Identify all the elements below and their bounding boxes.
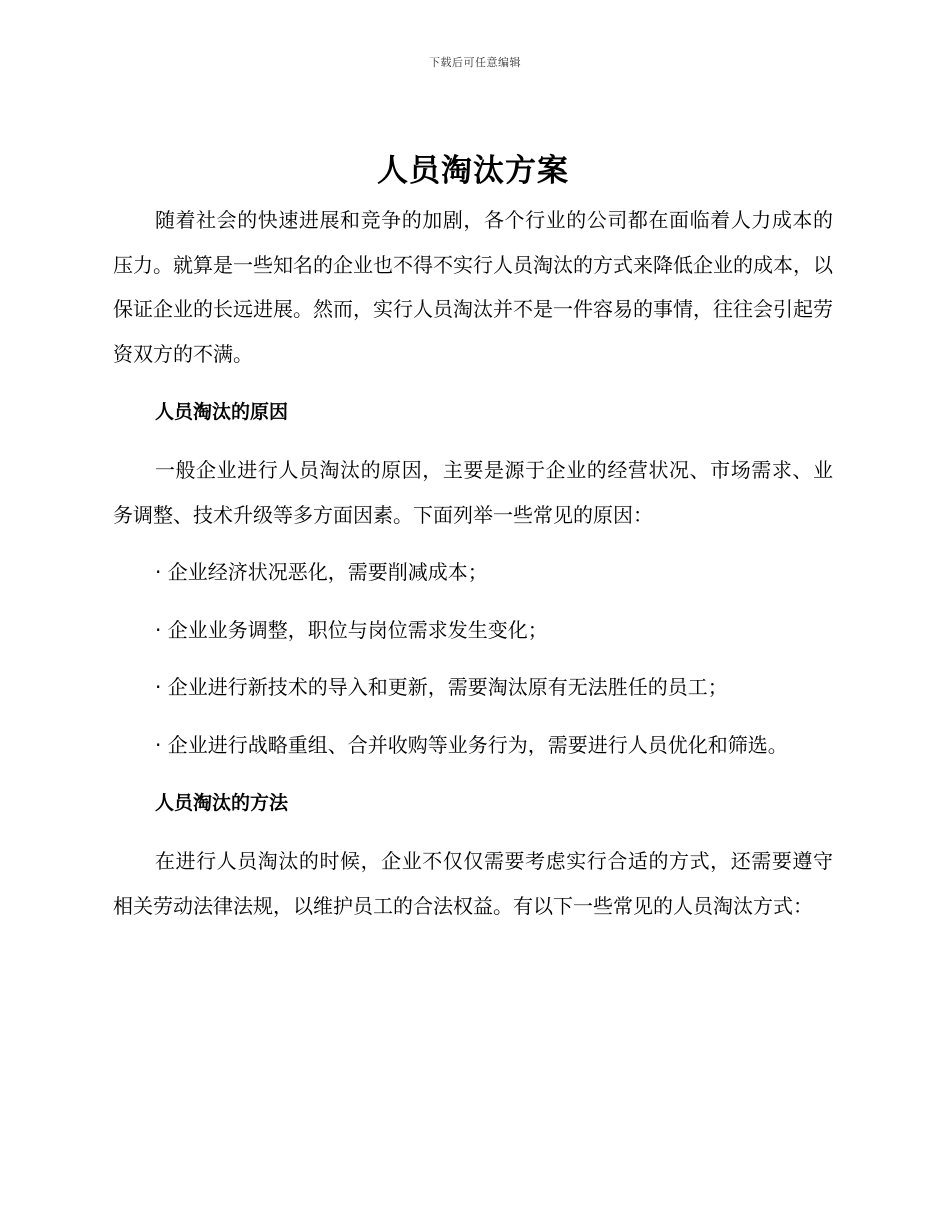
document-title: 人员淘汰方案 bbox=[377, 153, 569, 189]
reason-bullet: · 企业进行战略重组、合并收购等业务行为，需要进行人员优化和筛选。 bbox=[155, 732, 788, 757]
intro-paragraph: 随着社会的快速进展和竞争的加剧，各个行业的公司都在面临着人力成本的压力。就算是一些知名的企业也不得不实行人员淘汰的方式来降低企业的成本，以保证企业的长远进展。然而，实行人员淘汰并不是一件容易的事情，往往会引起劳资双方的不满。 bbox=[113, 208, 833, 366]
header-note: 下载后可任意编辑 bbox=[429, 56, 521, 69]
section-heading-methods: 人员淘汰的方法 bbox=[155, 792, 289, 814]
document-body bbox=[113, 150, 833, 928]
reason-bullet: · 企业业务调整，职位与岗位需求发生变化； bbox=[155, 617, 548, 642]
reasons-paragraph: 一般企业进行人员淘汰的原因，主要是源于企业的经营状况、市场需求、业务调整、技术升级等多方面因素。下面列举一些常见的原因： bbox=[113, 458, 833, 527]
section-heading-reasons: 人员淘汰的原因 bbox=[155, 401, 289, 423]
methods-paragraph: 在进行人员淘汰的时候，企业不仅仅需要考虑实行合适的方式，还需要遵守相关劳动法律法规，以维护员工的合法权益。有以下一些常见的人员淘汰方式： bbox=[113, 849, 833, 918]
reason-bullet: · 企业经济状况恶化，需要削减成本； bbox=[155, 560, 488, 584]
reason-bullet: · 企业进行新技术的导入和更新，需要淘汰原有无法胜任的员工； bbox=[155, 675, 728, 699]
